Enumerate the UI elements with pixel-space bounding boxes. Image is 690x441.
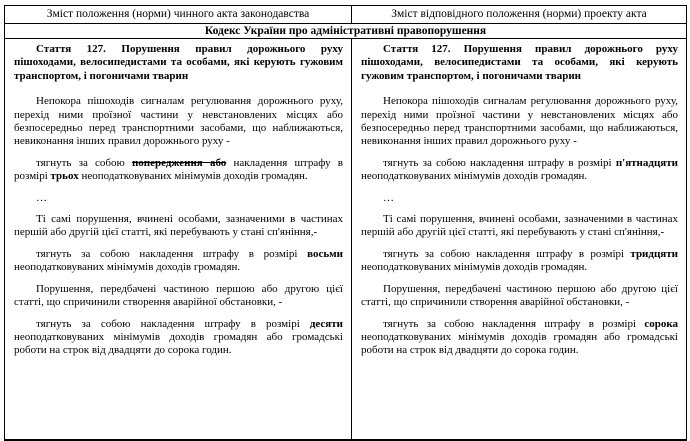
text-run: неоподатковуваних мінімумів доходів громадян. xyxy=(361,170,588,183)
text-run: неоподатковуваних мінімумів доходів громадян. xyxy=(78,170,308,183)
text-run: тягнуть за собою накладення штрафу в розмірі xyxy=(383,156,616,169)
paragraph xyxy=(14,283,343,310)
text-run: тягнуть за собою накладення штрафу в розмірі xyxy=(36,247,308,260)
text-run: тягнуть за собою накладення штрафу в розмірі xyxy=(36,317,310,330)
paragraph xyxy=(14,248,343,275)
article-title xyxy=(361,43,678,83)
text-run: тягнуть за собою накладення штрафу в розмірі xyxy=(383,247,631,260)
header-draft-act: Зміст відповідного положення (норми) проекту акта xyxy=(352,6,687,24)
paragraph xyxy=(361,318,678,358)
text-run: Непокора пішоходів сигналам регулювання дорожнього руху, перехід ними проїзної частини у невстановлених місцях або безпосередньо перед транспортними засобами, що наближаються, невиконання інших правил дорожнього руху - xyxy=(14,95,343,148)
text-run: … xyxy=(383,191,394,204)
paragraph xyxy=(14,213,343,240)
code-title: Кодекс України про адміністративні правопорушення xyxy=(5,24,687,39)
column-draft-act xyxy=(352,39,687,441)
bold-text-run: восьми xyxy=(307,247,343,260)
paragraph xyxy=(361,248,678,275)
text-run: Непокора пішоходів сигналам регулювання дорожнього руху, перехід ними проїзної частини у невстановлених місцях або безпосередньо перед транспортними засобами, що наближаються, невиконання інших правил дорожнього руху - xyxy=(361,95,678,148)
bold-text-run: Стаття 127. Порушення правил дорожнього руху пішоходами, велосипедистами та особами, які керують гужовим транспортом, і погоничами тварин xyxy=(14,43,343,82)
bold-text-run: Стаття 127. Порушення правил дорожнього руху пішоходами, велосипедистами та особами, які керують гужовим транспортом, і погоничами тварин xyxy=(361,43,678,82)
paragraph xyxy=(361,95,678,149)
bold-text-run: десяти xyxy=(309,317,343,330)
comparison-table xyxy=(4,5,687,441)
header-current-act: Зміст положення (норми) чинного акта законодавства xyxy=(5,6,352,24)
text-run: тягнуть за собою xyxy=(36,156,132,169)
ellipsis-paragraph xyxy=(14,192,343,205)
column-current-act xyxy=(5,39,352,441)
text-run: неоподатковуваних мінімумів доходів громадян або громадські роботи на строк від двадцяти до сорока годин. xyxy=(14,330,343,357)
article-body-row xyxy=(5,39,687,441)
paragraph xyxy=(14,318,343,358)
paragraph xyxy=(14,157,343,184)
bold-text-run: трьох xyxy=(50,170,79,183)
text-run: накладення штрафу в розмірі xyxy=(14,156,343,183)
bold-text-run: сорока xyxy=(644,317,678,330)
text-run: тягнуть за собою накладення штрафу в розмірі xyxy=(383,317,645,330)
paragraph xyxy=(361,157,678,184)
table-header-row xyxy=(5,6,687,24)
paragraph xyxy=(361,213,678,240)
text-run: неоподатковуваних мінімумів доходів громадян. xyxy=(14,261,241,274)
bold-text-run: тридцяти xyxy=(630,247,678,260)
stricken-text-run: попередження або xyxy=(131,156,227,169)
bold-text-run: п'ятнадцяти xyxy=(615,156,678,169)
paragraph xyxy=(361,283,678,310)
paragraph xyxy=(14,95,343,149)
text-run: Порушення, передбачені частиною першою або другою цієї статті, що спричинили створення аварійної обстановки, - xyxy=(361,282,678,309)
text-run: Ті самі порушення, вчинені особами, зазначеними в частинах першій або другій цієї статті, які перебувають у стані сп'яніння,- xyxy=(14,213,343,239)
text-run: Ті самі порушення, вчинені особами, зазначеними в частинах першій або другій цієї статті, які перебувають у стані сп'яніння,- xyxy=(361,213,678,239)
text-run: Порушення, передбачені частиною першою або другою цієї статті, що спричинили створення аварійної обстановки, - xyxy=(14,282,343,309)
code-title-row xyxy=(5,24,687,39)
article-title xyxy=(14,43,343,83)
text-run: неоподатковуваних мінімумів доходів громадян або громадські роботи на строк від двадцяти до сорока годин. xyxy=(361,330,678,357)
text-run: неоподатковуваних мінімумів доходів громадян. xyxy=(361,261,588,274)
text-run: … xyxy=(36,191,47,204)
ellipsis-paragraph xyxy=(361,192,678,205)
